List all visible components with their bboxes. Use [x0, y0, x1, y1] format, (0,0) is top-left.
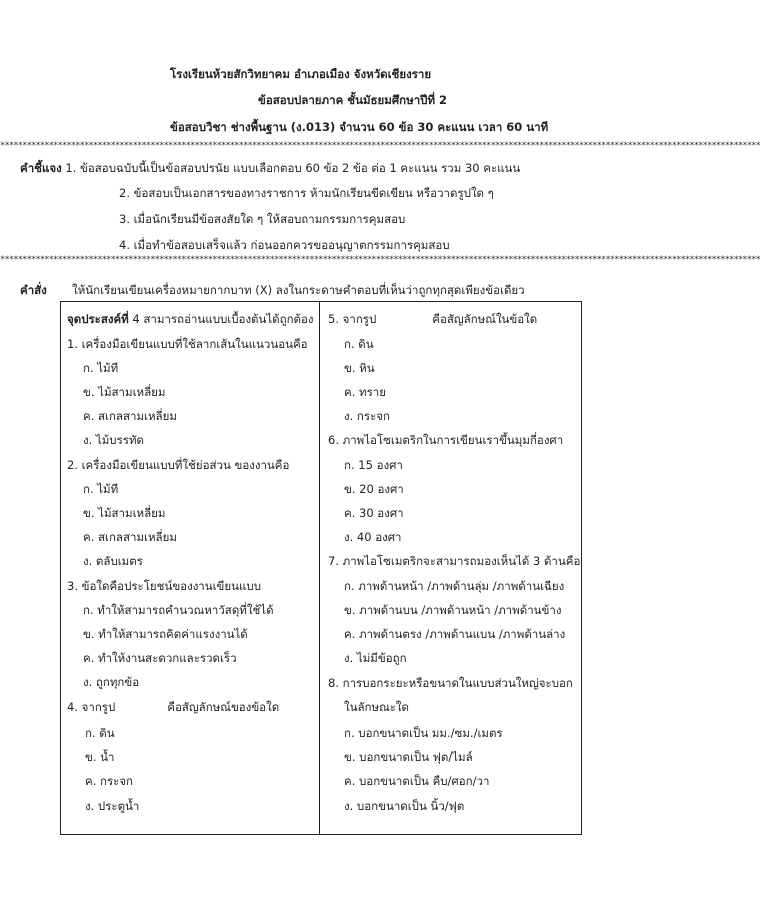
- q3-option-b: ข. ทำให้สามารถคิดค่าแรงงานได้: [83, 627, 248, 641]
- q2-option-c: ค. สเกลสามเหลี่ยม: [83, 530, 177, 544]
- question-4: [67, 699, 279, 717]
- order-text: ให้นักเรียนเขียนเครื่องหมายกากบาท (X) ลงในกระดาษคำตอบที่เห็นว่าถูกทุกสุดเพียงข้อเดียว: [72, 283, 525, 297]
- question-6: 6. ภาพไอโซเมตริกในการเขียนเราขึ้นมุมกี่องศา: [328, 433, 564, 447]
- explanation-item-3: 3. เมื่อนักเรียนมีข้อสงสัยใด ๆ ให้สอบถามกรรมการคุมสอบ: [119, 212, 406, 226]
- q5-option-a: ก. ดิน: [344, 337, 374, 351]
- order-line: [20, 282, 525, 300]
- q2-option-b: ข. ไม้สามเหลี่ยม: [83, 506, 166, 520]
- question-3: 3. ข้อใดคือประโยชน์ของงานเขียนแบบ: [67, 579, 262, 593]
- q8-option-c: ค. บอกขนาดเป็น คืบ/ศอก/วา: [344, 774, 490, 788]
- q6-option-c: ค. 30 องศา: [344, 506, 404, 520]
- objective-label: จุดประสงค์ที่: [67, 312, 129, 326]
- separator-stars-bottom: ****************************************************************************************************************************************************************************: [0, 255, 760, 265]
- question-7: 7. ภาพไอโซเมตริกจะสามารถมองเห็นได้ 3 ด้านคือ: [328, 554, 581, 568]
- q8-option-a: ก. บอกขนาดเป็น มม./ซม./เมตร: [344, 726, 503, 740]
- q4-prefix: 4. จากรูป: [67, 700, 116, 714]
- exam-line: ข้อสอบปลายภาค ชั้นมัธยมศึกษาปีที่ 2: [258, 93, 448, 107]
- q4-option-d: ง. ประตูน้ำ: [85, 799, 140, 813]
- separator-stars-top: ****************************************************************************************************************************************************************************: [0, 141, 760, 151]
- question-8: 8. การบอกระยะหรือขนาดในแบบส่วนใหญ่จะบอก: [328, 676, 573, 690]
- question-5: [328, 311, 537, 329]
- q5-option-c: ค. ทราย: [344, 385, 386, 399]
- q6-option-a: ก. 15 องศา: [344, 458, 403, 472]
- q3-option-d: ง. ถูกทุกข้อ: [83, 675, 140, 689]
- q6-option-d: ง. 40 องศา: [344, 530, 402, 544]
- question-table: [60, 301, 582, 835]
- q7-option-a: ก. ภาพด้านหน้า /ภาพด้านลุ่ม /ภาพด้านเฉียง: [344, 579, 565, 593]
- q3-option-a: ก. ทำให้สามารถคำนวณหาวัสดุที่ใช้ได้: [83, 603, 274, 617]
- objective-line: [67, 311, 314, 329]
- explanation-line-1: [20, 160, 520, 178]
- q5-option-d: ง. กระจก: [344, 409, 390, 423]
- q4-suffix: คือสัญลักษณ์ของข้อใด: [167, 700, 280, 714]
- q3-option-c: ค. ทำให้งานสะดวกและรวดเร็ว: [83, 651, 237, 665]
- q5-option-b: ข. หิน: [344, 361, 375, 375]
- explanation-label: คำชี้แจง: [20, 161, 62, 175]
- explanation-item-1: 1. ข้อสอบฉบับนี้เป็นข้อสอบปรนัย แบบเลือกตอบ 60 ข้อ 2 ข้อ ต่อ 1 คะแนน รวม 30 คะแนน: [65, 161, 521, 175]
- q1-option-b: ข. ไม้สามเหลี่ยม: [83, 385, 166, 399]
- q8-option-b: ข. บอกขนาดเป็น ฟุต/ไมล์: [344, 750, 473, 764]
- q4-option-c: ค. กระจก: [85, 774, 134, 788]
- q5-prefix: 5. จากรูป: [328, 312, 377, 326]
- question-1: 1. เครื่องมือเขียนแบบที่ใช้ลากเส้นในแนวนอนคือ: [67, 337, 308, 351]
- column-divider: [319, 302, 320, 834]
- q1-option-a: ก. ไม้ที: [83, 361, 119, 375]
- q6-option-b: ข. 20 องศา: [344, 482, 404, 496]
- explanation-item-2: 2. ข้อสอบเป็นเอกสารของทางราชการ ห้ามนักเรียนขีดเขียน หรือวาดรูปใด ๆ: [119, 186, 494, 200]
- order-label: คำสั่ง: [20, 283, 47, 297]
- q4-option-a: ก. ดิน: [85, 726, 115, 740]
- school-line: โรงเรียนห้วยสักวิทยาคม อำเภอเมือง จังหวัดเชียงราย: [170, 67, 432, 81]
- question-2: 2. เครื่องมือเขียนแบบที่ใช้ย่อส่วน ของงานคือ: [67, 458, 290, 472]
- q5-suffix: คือสัญลักษณ์ในข้อใด: [432, 312, 538, 326]
- explanation-item-4: 4. เมื่อทำข้อสอบเสร็จแล้ว ก่อนออกควรขออนุญาตกรรมการคุมสอบ: [119, 238, 450, 252]
- q8-option-d: ง. บอกขนาดเป็น นิ้ว/ฟุต: [344, 799, 465, 813]
- subject-line: ข้อสอบวิชา ช่างพื้นฐาน (ง.013) จำนวน 60 ข้อ 30 คะแนน เวลา 60 นาที: [170, 120, 549, 134]
- q1-option-d: ง. ไม้บรรทัด: [83, 433, 144, 447]
- q4-option-b: ข. น้ำ: [85, 750, 115, 764]
- q7-option-d: ง. ไม่มีข้อถูก: [344, 651, 407, 665]
- q2-option-a: ก. ไม้ที: [83, 482, 119, 496]
- q2-option-d: ง. ตลับเมตร: [83, 554, 143, 568]
- q7-option-c: ค. ภาพด้านตรง /ภาพด้านแบน /ภาพด้านล่าง: [344, 627, 566, 641]
- q1-option-c: ค. สเกลสามเหลี่ยม: [83, 409, 177, 423]
- question-8-cont: ในลักษณะใด: [344, 700, 409, 714]
- objective-text: 4 สามารถอ่านแบบเบื้องต้นได้ถูกต้อง: [128, 312, 314, 326]
- q7-option-b: ข. ภาพด้านบน /ภาพด้านหน้า /ภาพด้านข้าง: [344, 603, 562, 617]
